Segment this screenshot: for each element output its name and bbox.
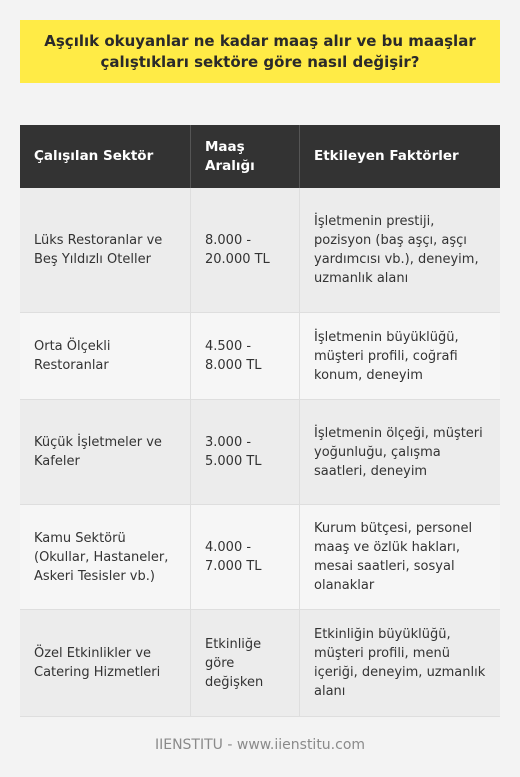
header-salary: Maaş Aralığı [190, 125, 300, 188]
table-row [20, 610, 500, 717]
page-title: Aşçılık okuyanlar ne kadar maaş alır ve bu maaşlar çalıştıkları sektöre göre nasıl değişir? [44, 31, 476, 71]
table-row [20, 505, 500, 610]
cell-factors: İşletmenin ölçeği, müşteri yoğunluğu, çalışma saatleri, deneyim [314, 425, 483, 479]
salary-table [20, 125, 500, 717]
table-row [20, 313, 500, 400]
cell-sector: Küçük İşletmeler ve Kafeler [34, 435, 162, 469]
cell-salary: 4.000 - 7.000 TL [190, 505, 300, 609]
cell-factors: İşletmenin prestiji, pozisyon (baş aşçı, aşçı yardımcısı vb.), deneyim, uzmanlık alanı [314, 214, 479, 286]
cell-salary: 4.500 - 8.000 TL [190, 313, 300, 399]
table-row [20, 188, 500, 313]
cell-sector: Orta Ölçekli Restoranlar [34, 339, 111, 373]
table-row [20, 400, 500, 505]
cell-factors: Etkinliğin büyüklüğü, müşteri profili, menü içeriği, deneyim, uzmanlık alanı [314, 627, 486, 699]
cell-factors: Kurum bütçesi, personel maaş ve özlük hakları, mesai saatleri, sosyal olanaklar [314, 521, 473, 593]
table-header-row [20, 125, 500, 188]
title-banner [20, 20, 500, 83]
cell-sector: Kamu Sektörü (Okullar, Hastaneler, Askeri Tesisler vb.) [34, 530, 169, 584]
header-sector: Çalışılan Sektör [34, 148, 154, 164]
cell-salary: 3.000 - 5.000 TL [190, 400, 300, 504]
cell-salary: Etkinliğe göre değişken [190, 610, 300, 716]
cell-sector: Özel Etkinlikler ve Catering Hizmetleri [34, 646, 161, 680]
footer-credit: IIENSTITU - www.iienstitu.com [154, 737, 366, 753]
cell-salary: 8.000 - 20.000 TL [190, 188, 300, 312]
cell-sector: Lüks Restoranlar ve Beş Yıldızlı Oteller [34, 233, 163, 267]
header-factors: Etkileyen Faktörler [314, 148, 459, 164]
cell-factors: İşletmenin büyüklüğü, müşteri profili, coğrafi konum, deneyim [314, 329, 459, 383]
